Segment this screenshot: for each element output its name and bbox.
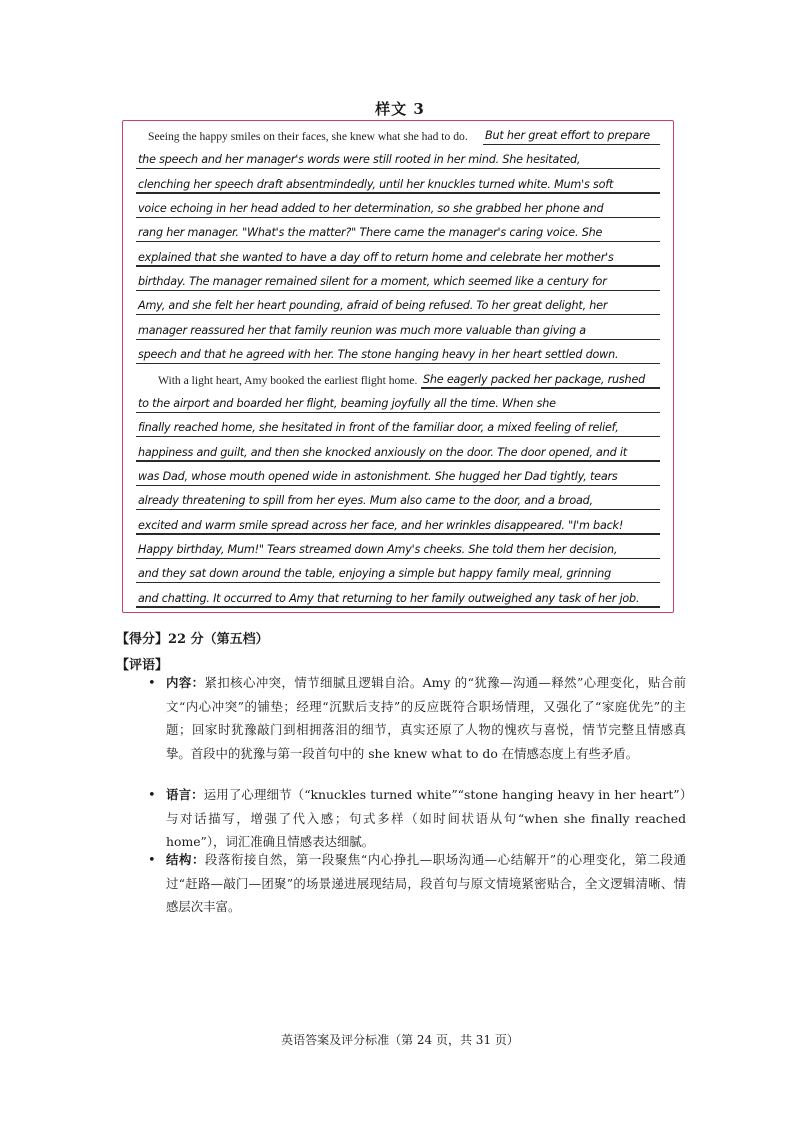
underline-rule	[136, 339, 660, 340]
underline-rule	[136, 314, 660, 315]
handwritten-text: explained that she wanted to have a day off to return home and celebrate her mother's	[138, 250, 614, 264]
underline-rule	[136, 606, 660, 607]
handwritten-text: But her great effort to prepare	[485, 129, 650, 142]
comment-text: 运用了心理细节（“knuckles turned white”“stone hanging heavy in her heart”）与对话描写，增强了代入感；句式多样（如时间状语从句“when she finally reached home”），词汇准确且情感表达细腻。	[166, 787, 687, 849]
handwritten-text: was Dad, whose mouth opened wide in astonishment. She hugged her Dad tightly, tears	[138, 469, 618, 483]
essay-line	[130, 392, 666, 414]
comment-label: 语言：	[166, 787, 204, 802]
underline-rule	[136, 241, 660, 242]
underline-rule	[136, 363, 660, 364]
handwritten-text: already threatening to spill from her eyes. Mum also came to the door, and a broad,	[138, 494, 593, 508]
comment-text: 紧扣核心冲突，情节细腻且逻辑自洽。Amy 的“犹豫—沟通—释然”心理变化，贴合前文“内心冲突”的铺垫；经理“沉默后支持”的反应既符合职场情理，又强化了“家庭优先”的主题；回家时犹豫敲门到相拥落泪的细节，真实还原了人物的愧疚与喜悦，情节完整且情感真挚。首段中的犹豫与第一段首句中的 she knew what to do 在情感态度上有些矛盾。	[166, 675, 686, 761]
comment-label: 结构：	[166, 852, 205, 867]
essay-line	[130, 368, 666, 390]
handwritten-text: birthday. The manager remained silent for a moment, which seemed like a century for	[138, 275, 607, 289]
underline-rule	[136, 168, 660, 169]
handwritten-text: the speech and her manager's words were still rooted in her mind. She hesitated,	[138, 153, 581, 167]
printed-prompt-text: Seeing the happy smiles on their faces, she knew what she had to do.	[148, 130, 468, 143]
handwritten-text: manager reassured her that family reunion was much more valuable than giving a	[138, 323, 586, 337]
essay-line	[130, 587, 666, 609]
underline-rule	[136, 558, 660, 559]
underline-rule	[136, 192, 660, 193]
handwritten-text: She eagerly packed her package, rushed	[423, 372, 646, 386]
essay-line	[130, 562, 666, 584]
comment-text: 段落衔接自然，第一段聚焦“内心挣扎—职场沟通—心结解开”的心理变化，第二段通过“赶路—敲门—团聚”的场景递进展现结局，段首句与原文情境紧密贴合，全文逻辑清晰、情感层次丰富。	[166, 852, 687, 914]
underline-rule	[421, 387, 660, 388]
underline-rule	[136, 436, 660, 437]
essay-line	[130, 538, 666, 560]
sample-essay-title: 样文 3	[375, 100, 425, 118]
underline-rule	[136, 460, 660, 461]
underline-rule	[136, 582, 660, 583]
underline-rule	[136, 412, 660, 413]
essay-line	[130, 465, 666, 487]
underline-rule	[136, 265, 660, 266]
handwritten-text: excited and warm smile spread across her face, and her wrinkles disappeared. "I'm back!	[138, 518, 624, 532]
comment-content	[166, 671, 686, 765]
underline-rule	[483, 144, 660, 145]
essay-line	[130, 514, 666, 536]
handwritten-text: and they sat down around the table, enjoying a simple but happy family meal, grinning	[138, 567, 612, 581]
page-footer: 英语答案及评分标准（第 24 页，共 31 页）	[281, 1033, 519, 1047]
essay-line	[130, 343, 666, 365]
score-line: 【得分】22 分（第五档）	[116, 632, 269, 647]
essay-line	[130, 319, 666, 341]
essay-line	[130, 173, 666, 195]
handwritten-text: happiness and guilt, and then she knocked anxiously on the door. The door opened, and it	[138, 445, 627, 459]
handwritten-text: voice echoing in her head added to her determination, so she grabbed her phone and	[138, 202, 604, 216]
essay-line	[130, 221, 666, 243]
handwritten-text: rang her manager. "What's the matter?" There came the manager's caring voice. She	[138, 226, 603, 240]
essay-line	[130, 124, 666, 146]
handwritten-text: finally reached home, she hesitated in front of the familiar door, a mixed feeling of relief,	[138, 421, 619, 435]
comment-language	[166, 783, 686, 854]
essay-line	[130, 416, 666, 438]
handwritten-text: clenching her speech draft absentmindedly, until her knuckles turned white. Mum's soft	[138, 177, 614, 191]
bullet-icon: •	[148, 788, 156, 803]
underline-rule	[136, 217, 660, 218]
comment-label: 内容：	[166, 675, 205, 690]
comment-structure	[166, 848, 686, 919]
handwritten-text: Amy, and she felt her heart pounding, afraid of being refused. To her great delight, her	[138, 299, 608, 313]
bullet-icon: •	[148, 853, 156, 868]
essay-line	[130, 148, 666, 170]
underline-rule	[136, 533, 660, 534]
bullet-icon: •	[148, 676, 156, 691]
comment-heading: 【评语】	[116, 658, 169, 673]
handwritten-text: Happy birthday, Mum!" Tears streamed down Amy's cheeks. She told them her decision,	[138, 542, 618, 556]
essay-line	[130, 246, 666, 268]
handwritten-text: and chatting. It occurred to Amy that returning to her family outweighed any task of her job.	[138, 591, 640, 605]
handwritten-text: speech and that he agreed with her. The stone hanging heavy in her heart settled down.	[138, 348, 619, 362]
underline-rule	[136, 509, 660, 510]
printed-prompt-text: With a light heart, Amy booked the earliest flight home.	[158, 373, 418, 387]
essay-line	[130, 270, 666, 292]
underline-rule	[136, 290, 660, 291]
essay-line	[130, 441, 666, 463]
essay-line	[130, 197, 666, 219]
essay-line	[130, 294, 666, 316]
underline-rule	[136, 485, 660, 486]
essay-line	[130, 489, 666, 511]
handwritten-text: to the airport and boarded her flight, beaming joyfully all the time. When she	[138, 396, 556, 410]
